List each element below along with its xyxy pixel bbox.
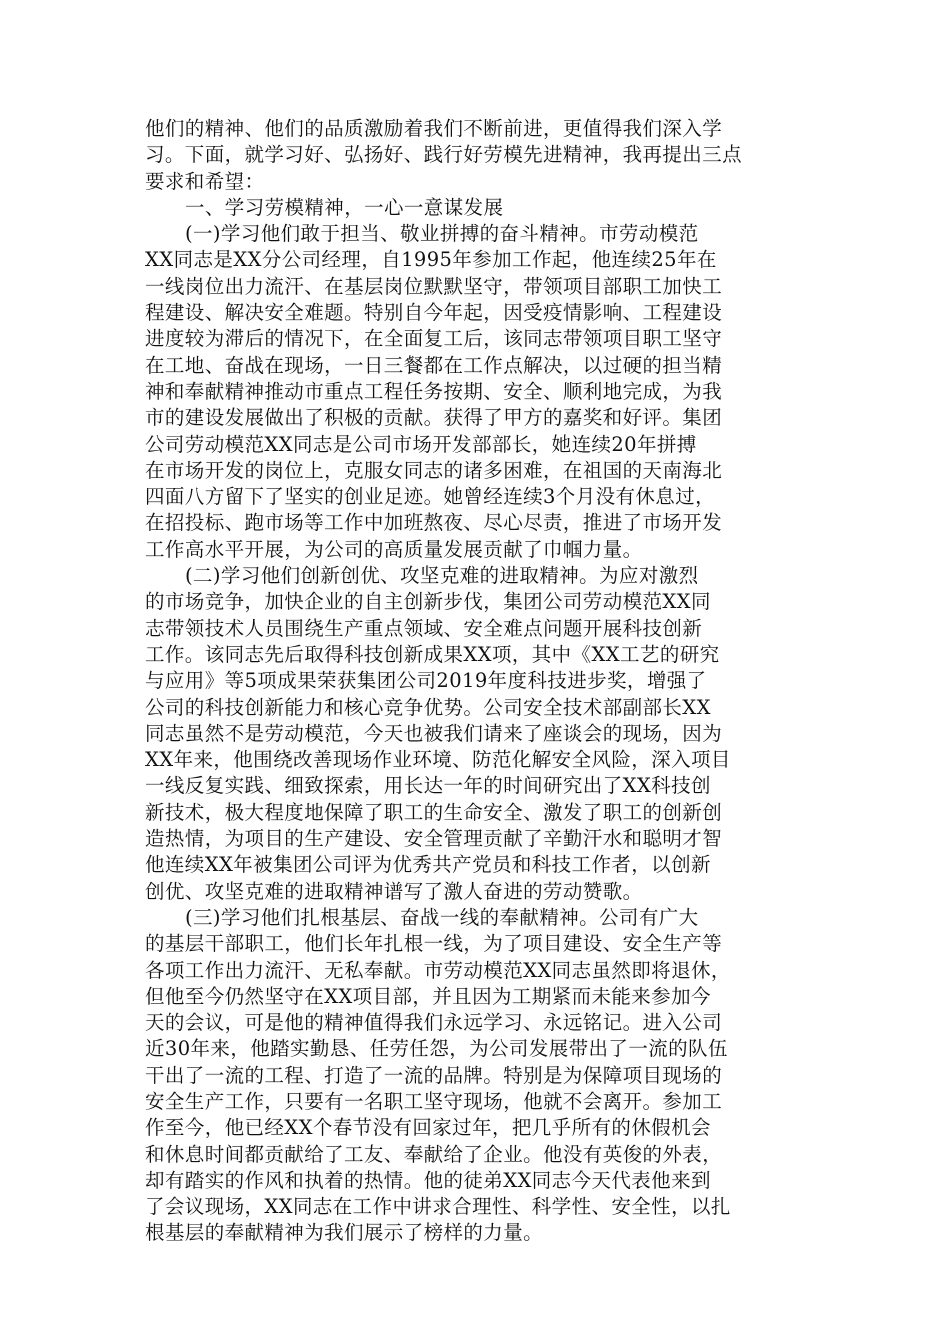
- text-line: 作至今，他已经XX个春节没有回家过年，把几乎所有的休假机会: [145, 1116, 711, 1140]
- text-line: 与应用》等5项成果荣获集团公司2019年度科技进步奖，增强了: [145, 669, 707, 693]
- text-line: 要求和希望：: [145, 169, 265, 193]
- text-line: 在市场开发的岗位上，克服女同志的诸多困难，在祖国的天南海北: [145, 458, 723, 482]
- text-line: 天的会议，可是他的精神值得我们永远学习、永远铭记。进入公司: [145, 1011, 723, 1035]
- text-line: 四面八方留下了坚实的创业足迹。她曾经连续3个月没有休息过，: [145, 485, 716, 509]
- text-line: 新技术，极大程度地保障了职工的生命安全、激发了职工的创新创: [145, 800, 723, 824]
- text-line: 工作高水平开展，为公司的高质量发展贡献了巾帼力量。: [145, 537, 643, 561]
- text-line: 程建设、解决安全难题。特别自今年起，因受疫情影响、工程建设: [145, 301, 723, 325]
- text-line: 志带领技术人员围绕生产重点领域、安全难点问题开展科技创新: [145, 616, 703, 640]
- text-line: 同志虽然不是劳动模范，今天也被我们请来了座谈会的现场，因为: [145, 721, 723, 745]
- text-line: XX年来，他围绕改善现场作业环境、防范化解安全风险，深入项目: [145, 748, 731, 772]
- text-line: 习。下面，就学习好、弘扬好、践行好劳模先进精神，我再提出三点: [145, 143, 743, 167]
- text-line: 但他至今仍然坚守在XX项目部，并且因为工期紧而未能来参加今: [145, 984, 711, 1008]
- text-line: 了会议现场，XX同志在工作中讲求合理性、科学性、安全性，以扎: [145, 1195, 731, 1219]
- paragraph-first-line: 一、学习劳模精神，一心一意谋发展: [185, 195, 504, 219]
- text-line: 神和奉献精神推动市重点工程任务按期、安全、顺利地完成，为我: [145, 379, 723, 403]
- text-line: 一线反复实践、细致探索，用长达一年的时间研究出了XX科技创: [145, 774, 711, 798]
- text-line: 进度较为滞后的情况下，在全面复工后，该同志带领项目职工坚守: [145, 327, 723, 351]
- text-line: 他连续XX年被集团公司评为优秀共产党员和科技工作者，以创新: [145, 853, 711, 877]
- text-line: 各项工作出力流汗、无私奉献。市劳动模范XX同志虽然即将退休，: [145, 958, 731, 982]
- text-line: 安全生产工作，只要有一名职工坚守现场，他就不会离开。参加工: [145, 1089, 723, 1113]
- text-line: 却有踏实的作风和执着的热情。他的徒弟XX同志今天代表他来到: [145, 1168, 711, 1192]
- text-line: 一线岗位出力流汗、在基层岗位默默坚守，带领项目部职工加快工: [145, 274, 723, 298]
- text-line: 创优、攻坚克难的进取精神谱写了激人奋进的劳动赞歌。: [145, 879, 643, 903]
- text-line: 干出了一流的工程、打造了一流的品牌。特别是为保障项目现场的: [145, 1063, 723, 1087]
- text-line: 的市场竞争，加快企业的自主创新步伐，集团公司劳动模范XX同: [145, 590, 711, 614]
- paragraph-first-line: (二)学习他们创新创优、攻坚克难的进取精神。为应对激烈: [185, 564, 699, 588]
- text-line: 在招投标、跑市场等工作中加班熬夜、尽心尽责，推进了市场开发: [145, 511, 723, 535]
- paragraph-first-line: (三)学习他们扎根基层、奋战一线的奉献精神。公司有广大: [185, 905, 699, 929]
- text-line: 的基层干部职工，他们长年扎根一线，为了项目建设、安全生产等: [145, 932, 723, 956]
- text-line: 造热情，为项目的生产建设、安全管理贡献了辛勤汗水和聪明才智: [145, 827, 723, 851]
- text-line: 他们的精神、他们的品质激励着我们不断前进，更值得我们深入学: [145, 117, 723, 140]
- text-line: 市的建设发展做出了积极的贡献。获得了甲方的嘉奖和好评。集团: [145, 406, 723, 430]
- text-line: XX同志是XX分公司经理，自1995年参加工作起，他连续25年在: [145, 248, 717, 272]
- document-page: [145, 116, 810, 1247]
- paragraph-first-line: (一)学习他们敢于担当、敬业拼搏的奋斗精神。市劳动模范: [185, 222, 699, 246]
- text-line: 和休息时间都贡献给了工友、奉献给了企业。他没有英俊的外表，: [145, 1142, 723, 1166]
- text-line: 公司的科技创新能力和核心竞争优势。公司安全技术部副部长XX: [145, 695, 711, 719]
- text-line: 根基层的奉献精神为我们展示了榜样的力量。: [145, 1221, 544, 1245]
- text-line: 近30年来，他踏实勤恳、任劳任怨，为公司发展带出了一流的队伍: [145, 1037, 728, 1061]
- text-line: 工作。该同志先后取得科技创新成果XX项，其中《XX工艺的研究: [145, 642, 720, 666]
- text-line: 在工地、奋战在现场，一日三餐都在工作点解决，以过硬的担当精: [145, 353, 723, 377]
- text-line: 公司劳动模范XX同志是公司市场开发部部长，她连续20年拼搏: [145, 432, 697, 456]
